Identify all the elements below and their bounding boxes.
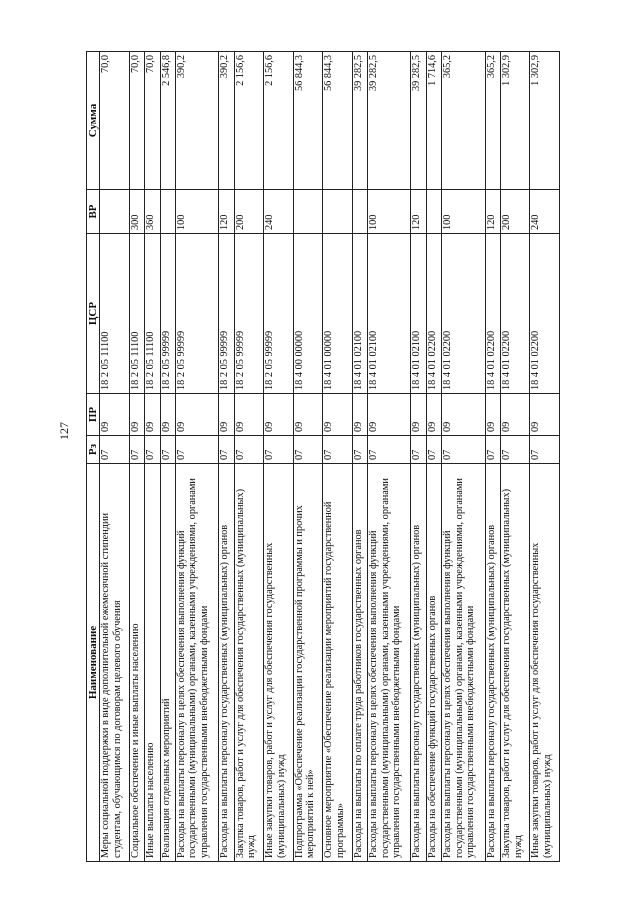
cell-pr: 09: [530, 394, 560, 436]
table-row: [352, 52, 367, 862]
cell-sum: 39 282,5: [367, 52, 411, 190]
cell-name: Меры социальной поддержки в виде дополнительной ежемесячной стипендии студентам, обучающимся по договорам целевого обучения: [100, 464, 129, 862]
cell-pr: 09: [145, 394, 160, 436]
cell-name: Подпрограмма «Обеспечение реализации государственной программы и прочих мероприятий к ней»: [293, 464, 322, 862]
cell-rz: 07: [501, 436, 530, 464]
cell-pr: 09: [293, 394, 322, 436]
cell-rz: 07: [175, 436, 219, 464]
cell-rz: 07: [219, 436, 234, 464]
table-header: [87, 52, 100, 862]
cell-name: Закупка товаров, работ и услуг для обеспечения государственных (муниципальных) нужд: [234, 464, 263, 862]
cell-rz: 07: [129, 436, 144, 464]
cell-rz: 07: [264, 436, 293, 464]
cell-csr: 18 4 00 00000: [293, 234, 322, 394]
cell-vr: 120: [485, 190, 500, 234]
cell-pr: 09: [100, 394, 129, 436]
cell-csr: 18 4 01 02100: [411, 234, 426, 394]
cell-name: Закупка товаров, работ и услуг для обеспечения государственных (муниципальных) нужд: [501, 464, 530, 862]
cell-csr: 18 4 01 02200: [530, 234, 560, 394]
cell-name: Расходы на выплаты персоналу государственных (муниципальных) органов: [485, 464, 500, 862]
table-row: [293, 52, 322, 862]
cell-name: Расходы на выплаты персоналу в целях обеспечения выполнения функций государственными (муниципальными) органами, казенными учреждениями, органами управления государственными внебюджетными фондами: [175, 464, 219, 862]
cell-pr: 09: [367, 394, 411, 436]
cell-sum: 39 282,5: [352, 52, 367, 190]
cell-vr: [293, 190, 322, 234]
cell-vr: [426, 190, 441, 234]
cell-pr: 09: [442, 394, 486, 436]
cell-name: Расходы на выплаты по оплате труда работников государственных органов: [352, 464, 367, 862]
cell-csr: 18 4 01 02200: [426, 234, 441, 394]
cell-sum: 1 302,9: [501, 52, 530, 190]
cell-pr: 09: [160, 394, 175, 436]
cell-rz: 07: [352, 436, 367, 464]
cell-csr: 18 2 05 11100: [129, 234, 144, 394]
cell-sum: 390,2: [175, 52, 219, 190]
cell-pr: 09: [264, 394, 293, 436]
cell-csr: 18 2 05 99999: [234, 234, 263, 394]
cell-sum: 39 282,5: [411, 52, 426, 190]
table-row: [367, 52, 411, 862]
cell-csr: 18 4 01 02200: [442, 234, 486, 394]
rotated-table-container: [86, 52, 560, 862]
header-pr: ПР: [87, 394, 100, 436]
table-body: [100, 52, 560, 862]
cell-vr: 360: [145, 190, 160, 234]
cell-name: Иные закупки товаров, работ и услуг для обеспечения государственных (муниципальных) нужд: [530, 464, 560, 862]
cell-vr: [352, 190, 367, 234]
cell-pr: 09: [501, 394, 530, 436]
cell-sum: 70,0: [100, 52, 129, 190]
cell-sum: 365,2: [485, 52, 500, 190]
cell-csr: 18 2 05 99999: [175, 234, 219, 394]
cell-rz: 07: [160, 436, 175, 464]
cell-rz: 07: [367, 436, 411, 464]
cell-vr: 200: [501, 190, 530, 234]
cell-sum: 390,2: [219, 52, 234, 190]
cell-vr: 240: [530, 190, 560, 234]
cell-vr: 100: [442, 190, 486, 234]
cell-name: Реализация отдельных мероприятий: [160, 464, 175, 862]
table-row: [264, 52, 293, 862]
table-row: [501, 52, 530, 862]
cell-rz: 07: [411, 436, 426, 464]
cell-csr: 18 2 05 99999: [160, 234, 175, 394]
cell-name: Расходы на обеспечение функций государственных органов: [426, 464, 441, 862]
cell-name: Социальное обеспечение и иные выплаты населению: [129, 464, 144, 862]
table-row: [530, 52, 560, 862]
table-row: [160, 52, 175, 862]
page-number: 127: [57, 422, 71, 440]
cell-name: Иные закупки товаров, работ и услуг для обеспечения государственных (муниципальных) нужд: [264, 464, 293, 862]
table-row: [323, 52, 352, 862]
cell-vr: [323, 190, 352, 234]
cell-pr: 09: [352, 394, 367, 436]
cell-csr: 18 4 01 02100: [352, 234, 367, 394]
cell-pr: 09: [129, 394, 144, 436]
cell-sum: 70,0: [145, 52, 160, 190]
cell-pr: 09: [234, 394, 263, 436]
table-row: [100, 52, 129, 862]
cell-vr: 100: [367, 190, 411, 234]
cell-pr: 09: [426, 394, 441, 436]
cell-name: Расходы на выплаты персоналу в целях обеспечения выполнения функций государственными (муниципальными) органами, казенными учреждениями, органами управления государственными внебюджетными фондами: [367, 464, 411, 862]
cell-sum: 2 156,6: [264, 52, 293, 190]
cell-name: Иные выплаты населению: [145, 464, 160, 862]
header-csr: ЦСР: [87, 234, 100, 394]
cell-name: Расходы на выплаты персоналу государственных (муниципальных) органов: [219, 464, 234, 862]
cell-sum: 1 302,9: [530, 52, 560, 190]
table-row: [175, 52, 219, 862]
cell-csr: 18 4 01 02200: [501, 234, 530, 394]
table-row: [234, 52, 263, 862]
cell-csr: 18 4 01 02100: [367, 234, 411, 394]
cell-csr: 18 2 05 99999: [219, 234, 234, 394]
table-row: [426, 52, 441, 862]
cell-pr: 09: [411, 394, 426, 436]
table-row: [219, 52, 234, 862]
cell-sum: 70,0: [129, 52, 144, 190]
table-row: [442, 52, 486, 862]
table-row: [411, 52, 426, 862]
cell-pr: 09: [219, 394, 234, 436]
cell-csr: 18 2 05 11100: [100, 234, 129, 394]
cell-vr: [100, 190, 129, 234]
cell-sum: 365,2: [442, 52, 486, 190]
cell-rz: 07: [100, 436, 129, 464]
header-row: [87, 52, 100, 862]
cell-vr: 300: [129, 190, 144, 234]
cell-vr: 240: [264, 190, 293, 234]
cell-rz: 07: [485, 436, 500, 464]
cell-pr: 09: [323, 394, 352, 436]
cell-sum: 1 714,6: [426, 52, 441, 190]
cell-rz: 07: [145, 436, 160, 464]
cell-vr: 100: [175, 190, 219, 234]
cell-rz: 07: [323, 436, 352, 464]
cell-sum: 56 844,3: [293, 52, 322, 190]
header-sum: Сумма: [87, 52, 100, 190]
table-row: [485, 52, 500, 862]
cell-vr: 120: [411, 190, 426, 234]
cell-vr: [160, 190, 175, 234]
header-name: Наименование: [87, 464, 100, 862]
header-rz: Рз: [87, 436, 100, 464]
cell-pr: 09: [485, 394, 500, 436]
cell-csr: 18 4 01 00000: [323, 234, 352, 394]
cell-pr: 09: [175, 394, 219, 436]
cell-sum: 2 156,6: [234, 52, 263, 190]
cell-name: Основное мероприятие «Обеспечение реализации мероприятий государственной программы»: [323, 464, 352, 862]
cell-rz: 07: [293, 436, 322, 464]
cell-vr: 120: [219, 190, 234, 234]
cell-vr: 200: [234, 190, 263, 234]
cell-name: Расходы на выплаты персоналу государственных (муниципальных) органов: [411, 464, 426, 862]
cell-csr: 18 2 05 99999: [264, 234, 293, 394]
cell-name: Расходы на выплаты персоналу в целях обеспечения выполнения функций государственными (муниципальными) органами, казенными учреждениями, органами управления государственными внебюджетными фондами: [442, 464, 486, 862]
cell-csr: 18 2 05 11100: [145, 234, 160, 394]
cell-sum: 2 546,8: [160, 52, 175, 190]
budget-table: [86, 51, 560, 862]
cell-rz: 07: [234, 436, 263, 464]
cell-rz: 07: [530, 436, 560, 464]
table-row: [145, 52, 160, 862]
table-row: [129, 52, 144, 862]
header-vr: ВР: [87, 190, 100, 234]
cell-sum: 56 844,3: [323, 52, 352, 190]
cell-rz: 07: [442, 436, 486, 464]
cell-csr: 18 4 01 02200: [485, 234, 500, 394]
cell-rz: 07: [426, 436, 441, 464]
